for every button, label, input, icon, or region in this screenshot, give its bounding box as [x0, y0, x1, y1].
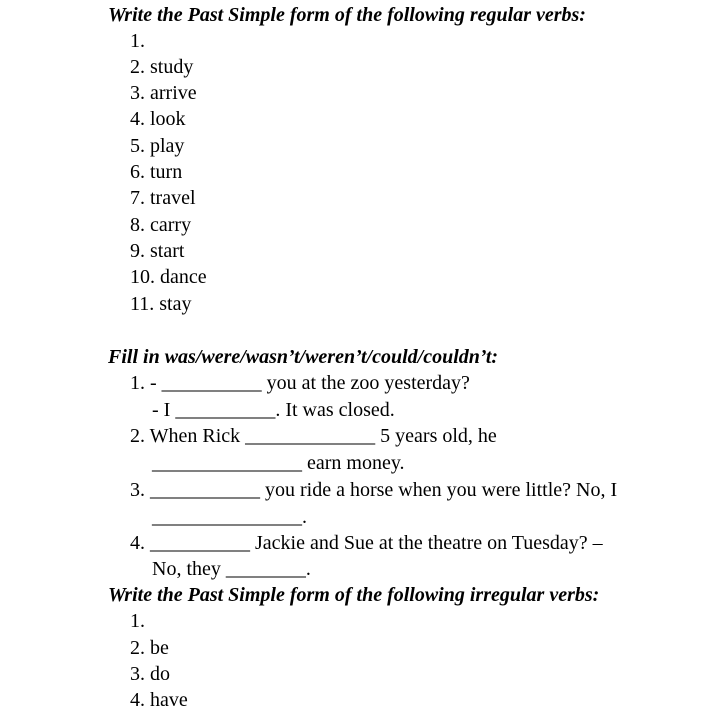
exercise-line: 2. When Rick _____________ 5 years old, he: [130, 425, 497, 447]
list-item: 2. study: [130, 56, 194, 78]
list-item: 7. travel: [130, 187, 196, 209]
list-item: 3. do: [130, 663, 170, 685]
exercise-line: _______________.: [152, 506, 307, 528]
exercise-line: _______________ earn money.: [152, 452, 405, 474]
exercise-line: No, they ________.: [152, 558, 311, 580]
list-item: 4. have: [130, 689, 188, 711]
list-item: 2. be: [130, 637, 169, 659]
exercise-line: - I __________. It was closed.: [152, 399, 395, 421]
list-item: 8. carry: [130, 214, 192, 236]
list-item: 11. stay: [130, 293, 192, 315]
list-item: 3. arrive: [130, 82, 197, 104]
exercise-line: 4. __________ Jackie and Sue at the theatre on Tuesday? –: [130, 532, 603, 554]
section2-heading: Fill in was/were/wasn’t/weren’t/could/couldn’t:: [108, 346, 499, 368]
list-item: 4. look: [130, 108, 186, 130]
list-item: 6. turn: [130, 161, 183, 183]
list-item: 9. start: [130, 240, 185, 262]
section3-heading: Write the Past Simple form of the following irregular verbs:: [108, 584, 600, 606]
list-item: 1.: [130, 30, 145, 52]
list-item: 5. play: [130, 135, 185, 157]
exercise-line: 3. ___________ you ride a horse when you were little? No, I: [130, 479, 618, 501]
exercise-line: 1. - __________ you at the zoo yesterday?: [130, 372, 470, 394]
section1-heading: Write the Past Simple form of the following regular verbs:: [108, 4, 586, 26]
list-item: 10. dance: [130, 266, 207, 288]
list-item: 1.: [130, 610, 145, 632]
